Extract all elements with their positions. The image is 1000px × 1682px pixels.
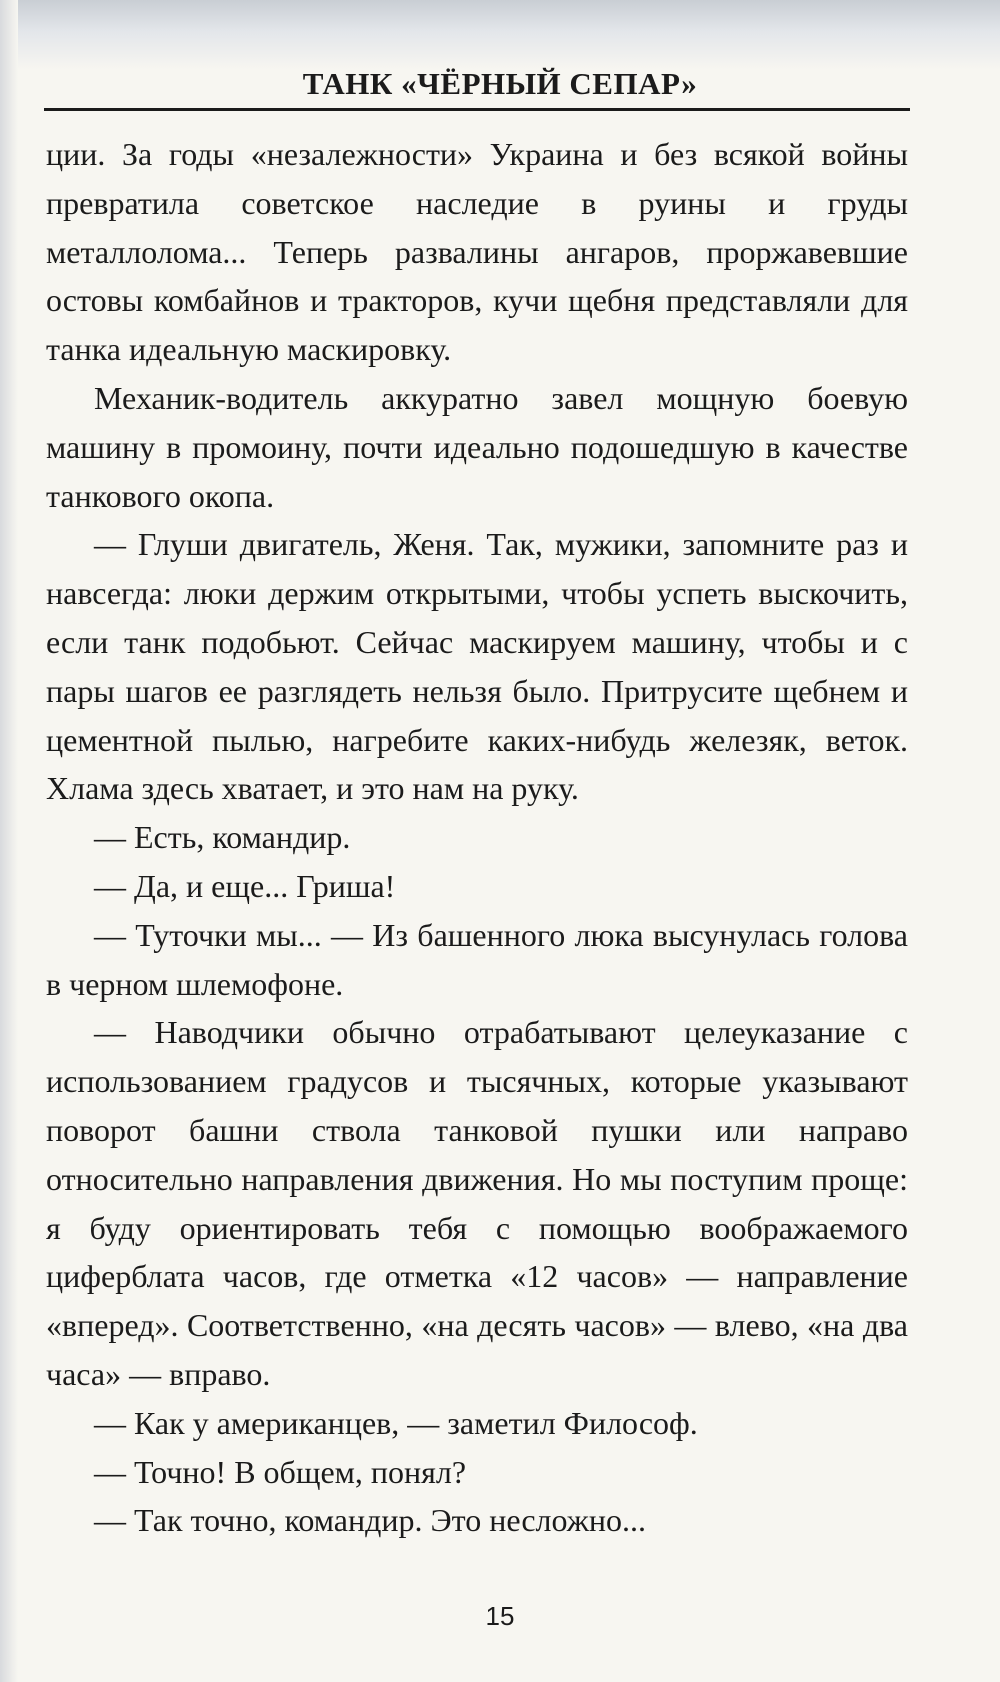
dialogue-line: — Глуши двигатель, Женя. Так, мужики, запомните раз и навсегда: люки держим открытыми, чтобы успеть выскочить, если танк подобьют. Сейчас маскируем машину, чтобы и с пары шагов ее разглядеть нельзя было. Притрусите щебнем и цементной пылью, нагребите каких-нибудь железяк, веток. Хлама здесь хватает, и это нам на руку. (46, 526, 908, 807)
paragraph-continued: ции. За годы «незалежности» Украина и без всякой войны превратила советское наследие в руины и груды металлолома... Теперь развалины ангаров, проржавевшие остовы комбайнов и тракторов, кучи щебня представляли для танка идеальную маскировку. (46, 136, 908, 368)
page-number: 15 (485, 1601, 515, 1631)
paragraph: Механик-водитель аккуратно завел мощную боевую машину в промоину, почти идеально подошедшую в качестве танкового окопа. (46, 379, 908, 514)
header-rule (44, 108, 910, 111)
dialogue-line: — Есть, командир. (94, 819, 351, 856)
dialogue-line: — Да, и еще... Гриша! (94, 867, 396, 904)
dialogue-line: — Наводчики обычно отрабатывают целеуказание с использованием градусов и тысячных, которые указывают поворот башни ствола танковой пушки или направо относительно направления движения. Но мы поступим проще: я буду ориентировать тебя с помощью воображаемого циферблата часов, где отметка «12 часов» — направление «вперед». Соответственно, «на десять часов» — влево, «на два часа» — вправо. (46, 1014, 908, 1392)
dialogue-line: — Точно! В общем, понял? (94, 1453, 467, 1490)
page-gutter-shading (0, 0, 18, 1682)
running-title: ТАНК «ЧЁРНЫЙ СЕПАР» (302, 66, 698, 101)
dialogue-line: — Как у американцев, — заметил Философ. (94, 1404, 698, 1441)
page-top-shading (0, 0, 1000, 70)
dialogue-line: — Так точно, командир. Это несложно... (94, 1502, 646, 1539)
body-text (46, 130, 908, 1545)
dialogue-line: — Туточки мы... — Из башенного люка высунулась голова в черном шлемофоне. (46, 916, 908, 1002)
